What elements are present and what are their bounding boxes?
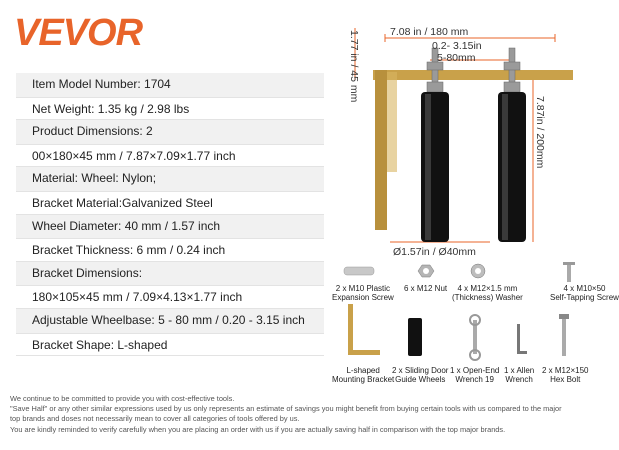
allen-wrench-icon	[517, 324, 527, 354]
dimension-height: 7.87in / 200mm	[534, 96, 546, 169]
nut-icon	[418, 265, 434, 277]
spec-row: 180×105×45 mm / 7.09×4.13×1.77 inch	[16, 285, 324, 309]
spec-row: Net Weight: 1.35 kg / 2.98 lbs	[16, 97, 324, 121]
accessory-nut: 6 x M12 Nut	[404, 284, 448, 293]
dimension-wheelbase-in: 0.2- 3.15in	[432, 40, 482, 52]
spec-row: Bracket Dimensions:	[16, 262, 324, 286]
washer-icon	[471, 264, 485, 278]
brand-logo: VEVOR	[14, 12, 143, 54]
l-bracket-icon	[348, 304, 380, 355]
disclaimer-line: top brands and doses not necessarily mean to cover all categories of tools offered by us.	[10, 414, 300, 424]
accessory-wheels: 2 x Sliding Door Guide Wheels	[392, 366, 449, 384]
spec-row: Product Dimensions: 2	[16, 120, 324, 144]
spec-row: Adjustable Wheelbase: 5 - 80 mm / 0.20 - 3.15 inch	[16, 309, 324, 333]
spec-row: Item Model Number: 1704	[16, 73, 324, 97]
wheel-icon	[421, 92, 526, 242]
accessory-bracket: L-shaped Mounting Bracket	[332, 366, 395, 384]
accessory-bolt: 2 x M12×150 Hex Bolt	[542, 366, 589, 384]
accessory-wrench: 1 x Open-End Wrench 19	[450, 366, 500, 384]
dimension-width: 7.08 in / 180 mm	[390, 26, 469, 38]
expansion-screw-icon	[344, 267, 374, 275]
self-tapping-screw-icon	[563, 262, 575, 282]
accessory-tapping-screw: 4 x M10×50 Self-Tapping Screw	[550, 284, 619, 302]
accessories-panel	[330, 262, 619, 392]
guide-wheel-icon	[408, 318, 422, 356]
dimension-wheelbase-mm: 5-80mm	[437, 52, 476, 64]
spec-row: Material: Wheel: Nylon;	[16, 167, 324, 191]
accessory-washer: 4 x M12×1.5 mm (Thickness) Washer	[452, 284, 523, 302]
hex-bolt-icon	[559, 314, 569, 356]
spec-row: Bracket Shape: L-shaped	[16, 333, 324, 357]
wrench-icon	[470, 315, 480, 360]
spec-row: 00×180×45 mm / 7.87×7.09×1.77 inch	[16, 144, 324, 168]
disclaimer-line: We continue to be committed to provide you with cost-effective tools.	[10, 394, 235, 403]
dimension-depth: 1.77 in / 45 mm	[348, 30, 360, 103]
spec-table	[16, 73, 324, 356]
disclaimer-line: "Save Half" or any other similar expressions used by us only represents an estimate of savings you might benefit from buying certain tools with us compared to the major	[10, 404, 562, 414]
disclaimer	[10, 394, 596, 435]
disclaimer-line: You are kindly reminded to verify carefully when you are placing an order with us if you are actually saving half in comparison with the top major brands.	[10, 424, 506, 434]
accessory-expansion-screw: 2 x M10 Plastic Expansion Screw	[332, 284, 394, 302]
accessory-allen: 1 x Allen Wrench	[504, 366, 535, 384]
spec-row: Bracket Material:Galvanized Steel	[16, 191, 324, 215]
spec-row: Wheel Diameter: 40 mm / 1.57 inch	[16, 215, 324, 239]
spec-row: Bracket Thickness: 6 mm / 0.24 inch	[16, 238, 324, 262]
dimension-wheel-diameter: Ø1.57in / Ø40mm	[393, 246, 476, 258]
